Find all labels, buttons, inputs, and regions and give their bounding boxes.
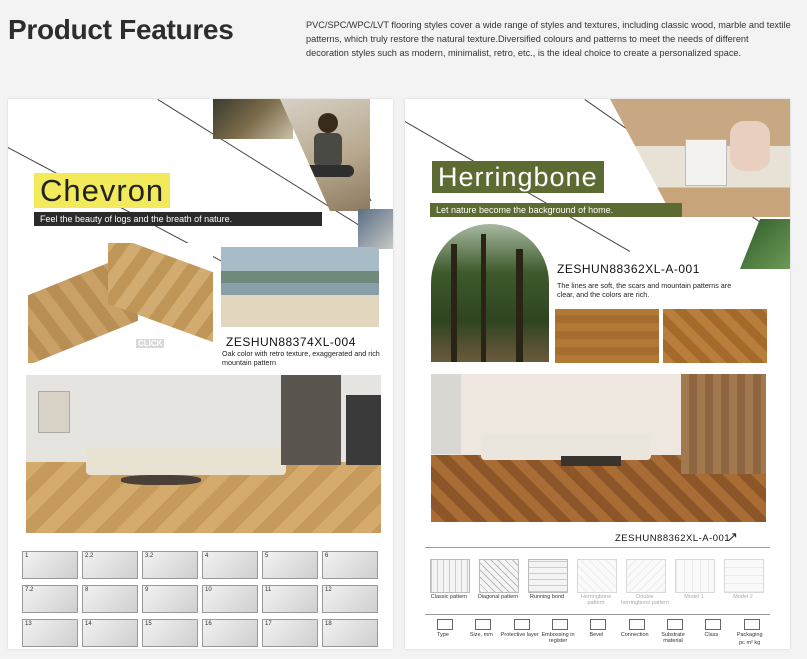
decor-photo-corner (358, 209, 393, 249)
product-code-chevron: ZESHUN88374XL-004 (226, 335, 356, 349)
beach-photo (221, 247, 379, 327)
spec-label: Embossing in register (541, 632, 575, 644)
install-step-number: 12 (325, 587, 332, 593)
spec-icon (475, 619, 491, 630)
herringbone-sheet (405, 99, 790, 649)
install-step (142, 551, 198, 579)
spec-row (405, 99, 790, 649)
install-step (322, 551, 378, 579)
spec-icon (552, 619, 568, 630)
install-step (262, 551, 318, 579)
install-step (322, 619, 378, 647)
install-step (22, 619, 78, 647)
spec-label: Connection (620, 632, 649, 638)
spec-label: Class (704, 632, 719, 638)
packaging-units: pc m² kg (739, 640, 761, 646)
pattern-label: Model 1 (684, 594, 704, 600)
installation-steps (22, 551, 382, 646)
spec-icon (590, 619, 606, 630)
spec-icon (705, 619, 721, 630)
install-step (262, 619, 318, 647)
install-step-number: 4 (205, 553, 209, 559)
spec-icon (667, 619, 683, 630)
install-step-number: 15 (145, 621, 152, 627)
install-step (22, 551, 78, 579)
install-step (202, 585, 258, 613)
install-step-number: 8 (85, 587, 89, 593)
install-step-number: 2.2 (85, 553, 94, 559)
install-step-number: 7.2 (25, 587, 34, 593)
pattern-label: Herringbone pattern (580, 594, 612, 606)
install-step-number: 3.2 (145, 553, 154, 559)
spec-icon (437, 619, 453, 630)
product-desc-herringbone: The lines are soft, the scars and mountain patterns are clear, and the colors are rich. (557, 281, 732, 299)
install-step (82, 585, 138, 613)
decor-photo-plants (213, 99, 293, 139)
spec-label: Substrate material (661, 632, 685, 644)
install-step-number: 18 (325, 621, 332, 627)
install-step-number: 9 (145, 587, 149, 593)
install-step-number: 11 (265, 587, 272, 593)
install-step-number: 14 (85, 621, 92, 627)
spec-icon (629, 619, 645, 630)
install-step (202, 619, 258, 647)
install-step-number: 16 (205, 621, 212, 627)
product-desc-chevron: Oak color with retro texture, exaggerated and rich mountain pattern (222, 349, 380, 367)
install-step-number: 13 (25, 621, 32, 627)
pattern-label: Double herringbone pattern (621, 594, 670, 606)
install-step-number: 6 (325, 553, 329, 559)
chevron-sheet (8, 99, 393, 649)
install-step (262, 585, 318, 613)
pattern-label: Running bond (529, 594, 565, 600)
style-name-chevron: Chevron (34, 173, 170, 208)
spec-label: Protective layer (500, 632, 539, 638)
install-step (22, 585, 78, 613)
spec-label: Packaging (736, 632, 763, 638)
spec-icon (744, 619, 760, 630)
page-description: PVC/SPC/WPC/LVT flooring styles cover a wide range of styles and textures, including classic wood, marble and textile patterns, which truly restore the natural texture.Diversified colours and patterns to meet the needs of different decoration styles such as modern, minimalist, retro, etc., is the ideal choice to create a personalized space. (306, 20, 791, 58)
chevron-room-photo (26, 375, 381, 533)
install-step (202, 551, 258, 579)
install-step-number: 17 (265, 621, 272, 627)
install-step (322, 585, 378, 613)
install-step-number: 10 (205, 587, 212, 593)
pattern-label: Model 2 (733, 594, 753, 600)
product-code-herringbone: ZESHUN88362XL-A-001 (557, 262, 700, 276)
spec-icon (514, 619, 530, 630)
tagline-chevron: Feel the beauty of logs and the breath of nature. (34, 212, 322, 226)
install-step (142, 585, 198, 613)
room-product-code: ZESHUN88362XL-A-001 (615, 533, 731, 544)
install-step (82, 551, 138, 579)
install-step (82, 619, 138, 647)
click-label: CLICK (138, 339, 163, 348)
install-step-number: 5 (265, 553, 269, 559)
spec-label: Bevel (589, 632, 604, 638)
spec-label: Type (437, 632, 449, 638)
arrow-icon: ↗ (727, 529, 738, 544)
install-step-number: 1 (25, 553, 29, 559)
style-name-herringbone: Herringbone (432, 161, 604, 193)
pattern-label: Classic pattern (430, 594, 468, 600)
spec-label: Size, mm (469, 632, 493, 638)
install-step (142, 619, 198, 647)
pattern-label: Diagonal pattern (477, 594, 519, 600)
tagline-herringbone: Let nature become the background of home. (430, 203, 682, 217)
chevron-sample-photo (28, 243, 213, 363)
page-title: Product Features (8, 14, 234, 45)
